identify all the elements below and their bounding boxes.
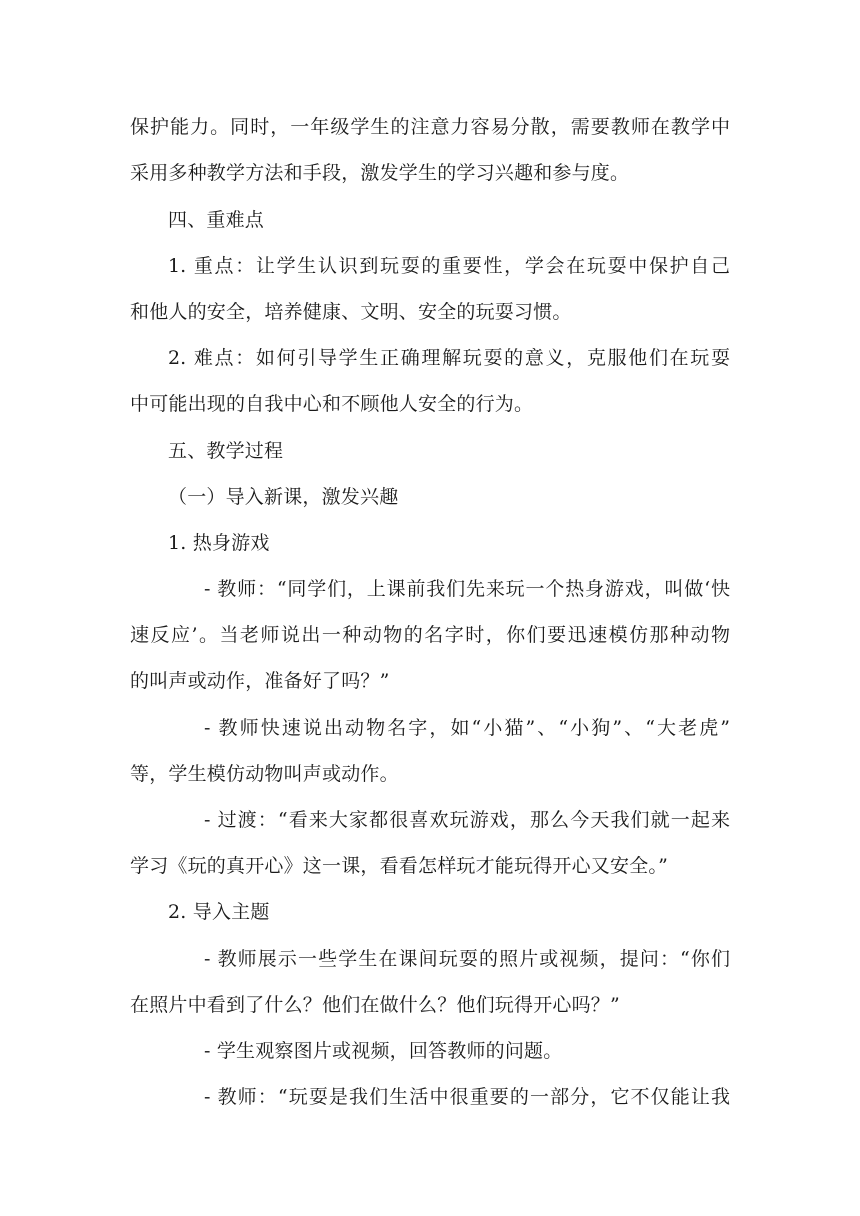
topic-line-4: - 教师：“玩耍是我们生活中很重要的一部分，它不仅能让我: [204, 1086, 730, 1108]
warmup-line-1: - 教师：“同学们，上课前我们先来玩一个热身游戏，叫做‘快: [204, 578, 730, 600]
key-point-line-2: 和他人的安全，培养健康、文明、安全的玩耍习惯。: [130, 301, 572, 323]
subsection-heading-intro: （一）导入新课，激发兴趣: [168, 486, 399, 508]
topic-line-1: - 教师展示一些学生在课间玩耍的照片或视频，提问：“你们: [204, 948, 730, 970]
key-point-line-1: 1. 重点：让学生认识到玩耍的重要性，学会在玩耍中保护自己: [168, 255, 730, 277]
warmup-line-4: - 教师快速说出动物名字，如“小猫”、“小狗”、“大老虎”: [204, 717, 730, 739]
transition-line-2: 学习《玩的真开心》这一课，看看怎样玩才能玩得开心又安全。”: [130, 855, 669, 877]
item-heading-warmup: 1. 热身游戏: [168, 532, 270, 554]
paragraph-line-2: 采用多种教学方法和手段，激发学生的学习兴趣和参与度。: [130, 162, 630, 184]
warmup-line-2: 速反应’。当老师说出一种动物的名字时，你们要迅速模仿那种动物: [130, 624, 730, 646]
warmup-line-5: 等，学生模仿动物叫声或动作。: [130, 763, 399, 785]
paragraph-line-1: 保护能力。同时，一年级学生的注意力容易分散，需要教师在教学中: [130, 116, 730, 138]
transition-line-1: - 过渡：“看来大家都很喜欢玩游戏，那么今天我们就一起来: [204, 809, 730, 831]
difficulty-line-1: 2. 难点：如何引导学生正确理解玩耍的意义，克服他们在玩耍: [168, 347, 730, 369]
item-heading-topic: 2. 导入主题: [168, 901, 270, 923]
section-heading-key-points: 四、重难点: [168, 209, 265, 231]
section-heading-process: 五、教学过程: [168, 440, 284, 462]
topic-line-2: 在照片中看到了什么？他们在做什么？他们玩得开心吗？”: [130, 994, 620, 1016]
topic-line-3: - 学生观察图片或视频，回答教师的问题。: [204, 1040, 563, 1062]
warmup-line-3: 的叫声或动作，准备好了吗？”: [130, 670, 390, 692]
difficulty-line-2: 中可能出现的自我中心和不顾他人安全的行为。: [130, 393, 534, 415]
